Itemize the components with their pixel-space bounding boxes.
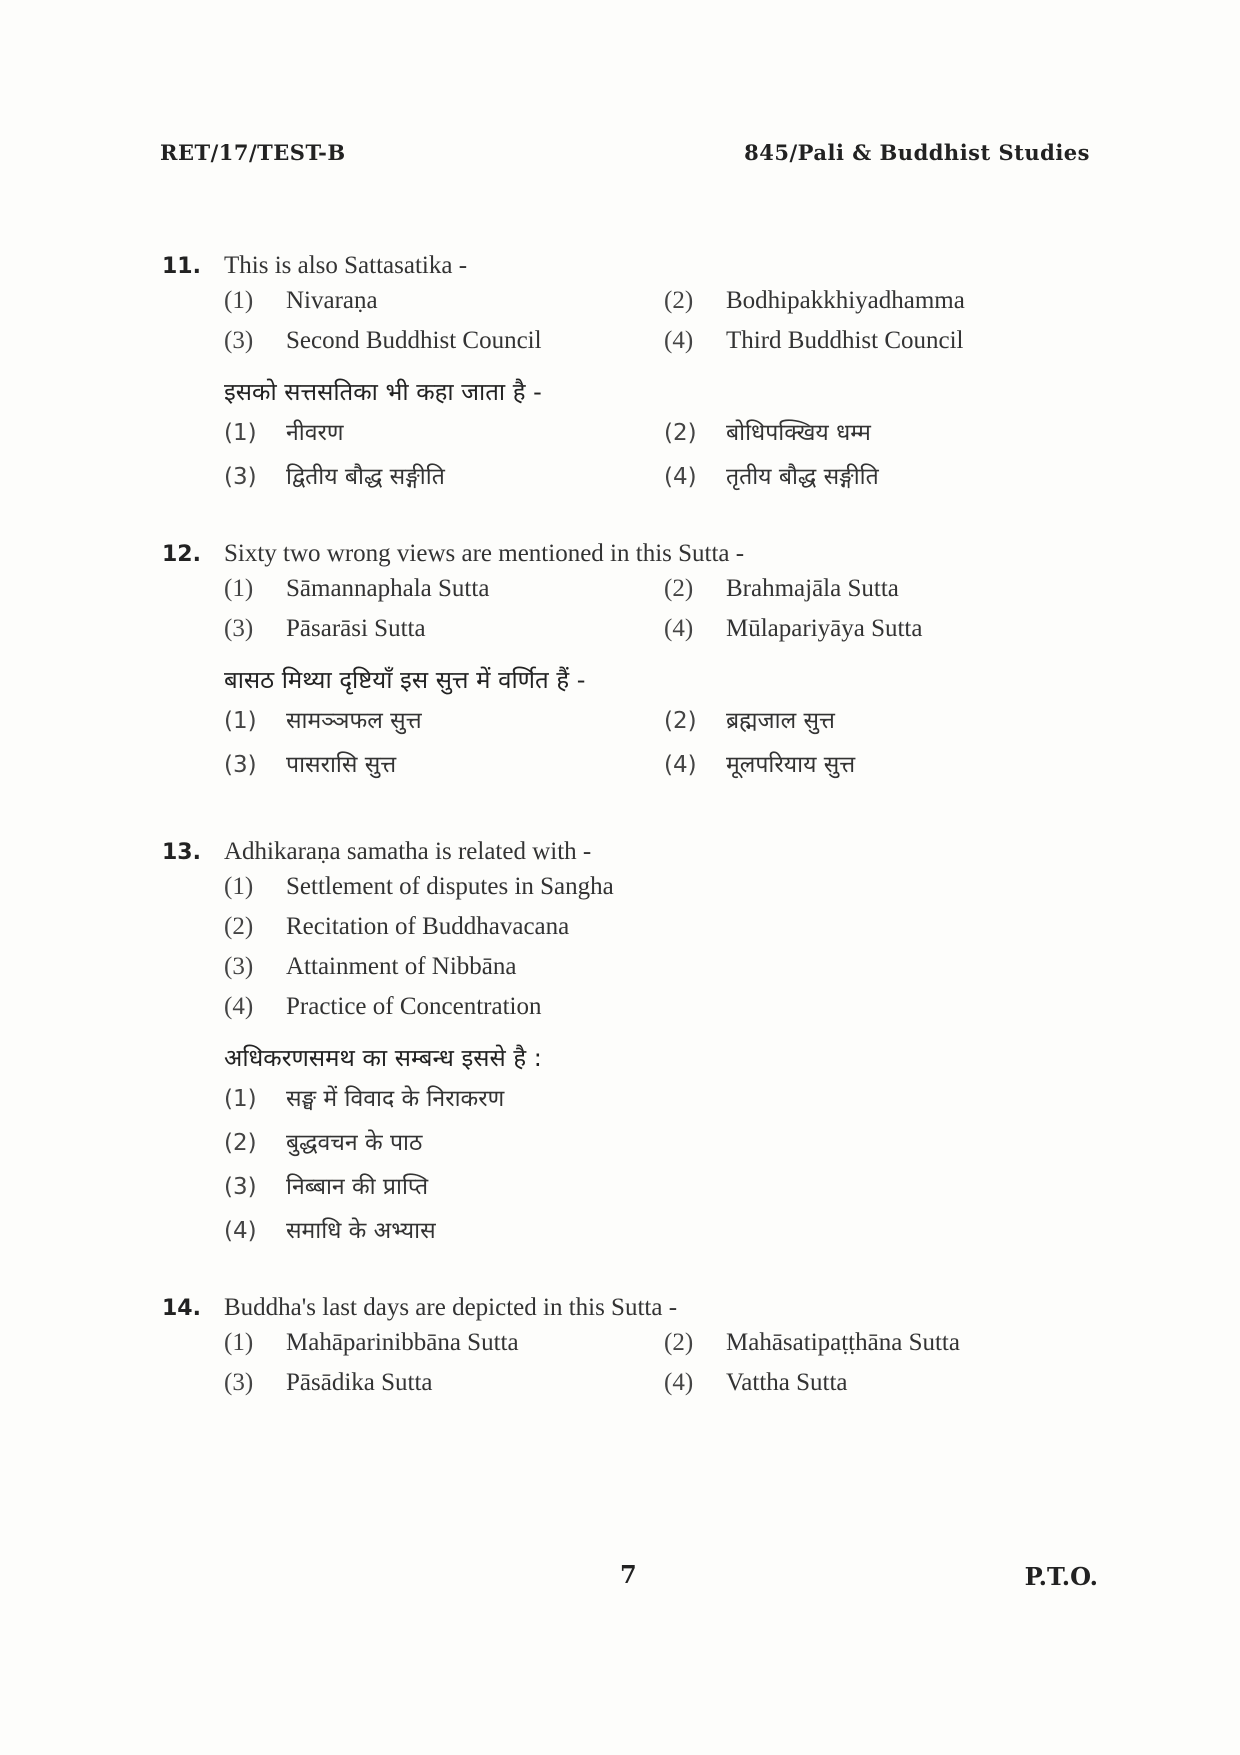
option-hi-4 <box>664 457 1104 497</box>
question-text-hi: बासठ मिथ्या दृष्टियाँ इस सुत्त में वर्णित हैं - <box>224 666 586 694</box>
option-text: मूलपरियाय सुत्त <box>726 752 856 778</box>
option-number: (2) <box>664 575 694 602</box>
option-text: Practice of Concentration <box>286 993 542 1020</box>
option-text: पासरासि सुत्त <box>286 752 397 778</box>
option-hi-1 <box>224 701 664 741</box>
option-text: समाधि के अभ्यास <box>286 1218 436 1244</box>
option-text: सङ्घ में विवाद के निराकरण <box>286 1086 505 1112</box>
option-number: (3) <box>224 752 257 778</box>
option-text: तृतीय बौद्ध सङ्गीति <box>726 464 879 490</box>
option-text: बोधिपक्खिय धम्म <box>726 420 871 446</box>
question-number: 11. <box>162 254 201 279</box>
option-number: (3) <box>224 1369 254 1396</box>
option-number: (1) <box>224 873 254 900</box>
option-number: (3) <box>224 615 254 642</box>
option-en-4 <box>664 1365 1104 1401</box>
option-text: Sāmannaphala Sutta <box>286 575 490 602</box>
option-en-2 <box>664 283 1104 319</box>
option-text: Nivaraṇa <box>286 287 378 314</box>
option-number: (4) <box>664 615 694 642</box>
option-number: (4) <box>664 1369 694 1396</box>
option-number: (2) <box>224 913 254 940</box>
option-en-3 <box>224 611 664 647</box>
option-hi-3 <box>224 1167 1084 1207</box>
option-number: (4) <box>664 327 694 354</box>
option-number: (2) <box>224 1130 257 1156</box>
question-text-en: Adhikaraṇa samatha is related with - <box>224 838 592 865</box>
header-right-subject: 845/Pali & Buddhist Studies <box>744 140 1090 165</box>
option-text: निब्बान की प्राप्ति <box>286 1174 429 1200</box>
option-text: Attainment of Nibbāna <box>286 953 517 980</box>
option-text: Mūlapariyāya Sutta <box>726 615 923 642</box>
option-en-2 <box>224 909 1084 945</box>
option-en-4 <box>224 989 1084 1025</box>
question-text-en: This is also Sattasatika - <box>224 252 468 279</box>
option-text: Second Buddhist Council <box>286 327 542 354</box>
option-en-3 <box>224 323 664 359</box>
option-en-4 <box>664 611 1104 647</box>
option-text: Pāsādika Sutta <box>286 1369 433 1396</box>
option-text: Settlement of disputes in Sangha <box>286 873 614 900</box>
option-hi-3 <box>224 745 664 785</box>
question-text-en: Buddha's last days are depicted in this Sutta - <box>224 1294 678 1321</box>
question-text-en: Sixty two wrong views are mentioned in this Sutta - <box>224 540 745 567</box>
option-number: (1) <box>224 1086 257 1112</box>
option-number: (4) <box>664 464 697 490</box>
option-en-2 <box>664 1325 1104 1361</box>
option-en-2 <box>664 571 1104 607</box>
option-en-1 <box>224 1325 664 1361</box>
option-hi-1 <box>224 1079 1084 1119</box>
option-hi-4 <box>664 745 1104 785</box>
option-en-4 <box>664 323 1104 359</box>
option-hi-2 <box>664 701 1104 741</box>
question-12 <box>162 538 1092 785</box>
question-13 <box>162 836 1092 1251</box>
option-hi-3 <box>224 457 664 497</box>
option-en-1 <box>224 571 664 607</box>
page-number: 7 <box>620 1560 637 1589</box>
option-hi-4 <box>224 1211 1084 1251</box>
option-text: Bodhipakkhiyadhamma <box>726 287 965 314</box>
option-number: (1) <box>224 1329 254 1356</box>
option-number: (2) <box>664 708 697 734</box>
option-text: Vattha Sutta <box>726 1369 848 1396</box>
question-14 <box>162 1292 1092 1401</box>
option-number: (3) <box>224 1174 257 1200</box>
option-number: (4) <box>224 993 254 1020</box>
option-text: Mahāparinibbāna Sutta <box>286 1329 519 1356</box>
option-text: द्वितीय बौद्ध सङ्गीति <box>286 464 445 490</box>
option-hi-1 <box>224 413 664 453</box>
question-11 <box>162 250 1092 497</box>
question-number: 13. <box>162 840 201 865</box>
question-number: 14. <box>162 1296 201 1321</box>
option-number: (3) <box>224 953 254 980</box>
option-text: Third Buddhist Council <box>726 327 964 354</box>
option-en-1 <box>224 283 664 319</box>
option-number: (3) <box>224 327 254 354</box>
header-left-code: RET/17/TEST-B <box>160 140 346 165</box>
option-number: (2) <box>664 1329 694 1356</box>
option-en-3 <box>224 1365 664 1401</box>
option-text: Mahāsatipaṭṭhāna Sutta <box>726 1329 960 1356</box>
question-number: 12. <box>162 542 201 567</box>
option-number: (1) <box>224 420 257 446</box>
question-text-hi: इसको सत्तसतिका भी कहा जाता है - <box>224 378 542 406</box>
option-number: (4) <box>224 1218 257 1244</box>
option-number: (1) <box>224 708 257 734</box>
option-number: (2) <box>664 420 697 446</box>
option-text: सामञ्ञफल सुत्त <box>286 708 422 734</box>
option-number: (4) <box>664 752 697 778</box>
option-text: Brahmajāla Sutta <box>726 575 899 602</box>
option-en-1 <box>224 869 1084 905</box>
option-number: (2) <box>664 287 694 314</box>
option-number: (3) <box>224 464 257 490</box>
option-hi-2 <box>224 1123 1084 1163</box>
question-text-hi: अधिकरणसमथ का सम्बन्ध इससे है : <box>224 1044 542 1072</box>
pto-label: P.T.O. <box>1024 1562 1098 1591</box>
option-en-3 <box>224 949 1084 985</box>
option-text: बुद्धवचन के पाठ <box>286 1130 423 1156</box>
option-hi-2 <box>664 413 1104 453</box>
option-text: Pāsarāsi Sutta <box>286 615 426 642</box>
option-text: Recitation of Buddhavacana <box>286 913 570 940</box>
option-number: (1) <box>224 575 254 602</box>
option-text: नीवरण <box>286 420 344 446</box>
option-number: (1) <box>224 287 254 314</box>
option-text: ब्रह्मजाल सुत्त <box>726 708 835 734</box>
